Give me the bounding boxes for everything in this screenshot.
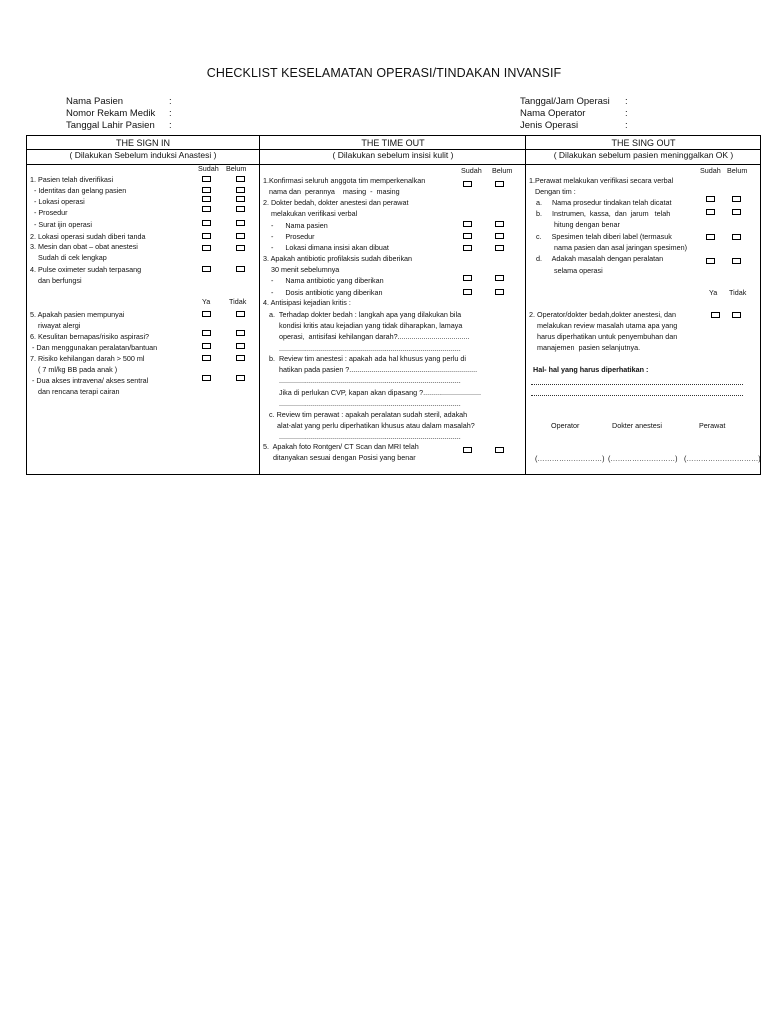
checkbox[interactable] (202, 187, 211, 193)
header-row-operator (520, 108, 628, 120)
time-out-line: 30 menit sebelumnya (263, 265, 340, 274)
header-sep: : (169, 120, 172, 131)
time-out-line: b. Review tim anestesi : apakah ada hal khusus yang perlu di (263, 354, 466, 363)
time-out-line: alat-alat yang perlu diperhatikan khusus atau dalam masalah? (263, 421, 475, 430)
sign-in-line: - Prosedur (30, 208, 68, 217)
checkbox[interactable] (236, 343, 245, 349)
time-out-column (259, 136, 526, 474)
header-row-patient-name (66, 96, 172, 108)
checkbox[interactable] (463, 289, 472, 295)
sign-out-col-tidak: Tidak (729, 288, 747, 297)
checkbox[interactable] (236, 233, 245, 239)
header-label: Nama Pasien (66, 96, 124, 107)
time-out-line: 2. Dokter bedah, dokter anestesi dan perawat (263, 198, 409, 207)
sign-out-col-ya: Ya (709, 288, 718, 297)
sign-in-line: - Dan menggunakan peralatan/bantuan (30, 343, 158, 352)
checkbox[interactable] (732, 196, 741, 202)
time-out-line: ........................................................................................... (263, 432, 461, 441)
checkbox[interactable] (236, 355, 245, 361)
checkbox[interactable] (202, 196, 211, 202)
sign-out-line: harus diperhatikan untuk penyembuhan dan (529, 332, 678, 341)
sign-in-col-sudah: Sudah (198, 164, 219, 173)
signature-field-nurse[interactable]: (…………………………) (684, 454, 761, 463)
header-sep: : (625, 120, 628, 131)
sign-in-line: 2. Lokasi operasi sudah diberi tanda (30, 232, 146, 241)
time-out-line: hatikan pada pasien ?................................................................ (263, 365, 478, 374)
checkbox[interactable] (202, 355, 211, 361)
checkbox[interactable] (706, 196, 715, 202)
sign-out-line: selama operasi (536, 266, 603, 275)
time-out-line: ........................................................................................... (263, 376, 461, 385)
checkbox[interactable] (732, 234, 741, 240)
checkbox[interactable] (495, 447, 504, 453)
checkbox[interactable] (732, 258, 741, 264)
checkbox[interactable] (236, 266, 245, 272)
time-out-line: - Prosedur (263, 232, 315, 241)
checkbox[interactable] (236, 245, 245, 251)
sign-out-line: a. Nama prosedur tindakan telah dicatat (536, 198, 672, 207)
sign-in-line: dan berfungsi (30, 276, 82, 285)
sign-in-line: 3. Mesin dan obat – obat anestesi (30, 242, 138, 251)
header-sep: : (169, 108, 172, 119)
sign-in-line: ( 7 ml/kg BB pada anak ) (30, 365, 118, 374)
sign-in-line: riwayat alergi (30, 321, 81, 330)
header-label: Nomor Rekam Medik (66, 108, 156, 119)
time-out-line: nama dan perannya masing - masing (263, 187, 400, 196)
sign-out-column (525, 136, 761, 474)
checklist-table (26, 135, 761, 475)
checkbox[interactable] (495, 289, 504, 295)
sign-in-col-tidak: Tidak (229, 297, 247, 306)
signer-anesthesiologist: Dokter anestesi (612, 421, 662, 430)
sign-out-line: 2. Operator/dokter bedah,dokter anestesi, dan (529, 310, 677, 319)
checkbox[interactable] (732, 312, 741, 318)
signature-field-operator[interactable]: (………………………) (535, 454, 605, 463)
checkbox[interactable] (202, 220, 211, 226)
checkbox[interactable] (236, 311, 245, 317)
sign-out-line: nama pasien dan asal jaringan spesimen) (536, 243, 688, 252)
patient-header-left (66, 96, 172, 132)
checkbox[interactable] (495, 245, 504, 251)
sign-in-col-ya: Ya (202, 297, 211, 306)
sign-in-subtitle: ( Dilakukan Sebelum induksi Anastesi ) (69, 150, 217, 160)
sign-in-line: - Lokasi operasi (30, 197, 85, 206)
sign-in-title: THE SIGN IN (115, 138, 170, 148)
header-row-operation-type (520, 120, 628, 132)
checkbox[interactable] (463, 275, 472, 281)
sign-out-line: d. Adakah masalah dengan peralatan (536, 254, 664, 263)
sign-in-col-belum: Belum (226, 164, 247, 173)
checkbox[interactable] (495, 221, 504, 227)
sign-in-line: 7. Risiko kehilangan darah > 500 ml (30, 354, 145, 363)
checkbox[interactable] (495, 275, 504, 281)
time-out-line: operasi, antisifasi kehilangan darah?.................................... (263, 332, 470, 341)
checkbox[interactable] (495, 233, 504, 239)
time-out-col-sudah: Sudah (461, 166, 482, 175)
time-out-line: ........................................................................................... (263, 344, 461, 353)
header-label: Jenis Operasi (520, 120, 579, 131)
sign-out-line: manajemen pasien selanjutnya. (529, 343, 641, 352)
signer-nurse: Perawat (699, 421, 726, 430)
header-sep: : (625, 108, 628, 119)
time-out-line: - Nama pasien (263, 221, 328, 230)
checkbox[interactable] (202, 245, 211, 251)
sign-in-line: 1. Pasien telah diverifikasi (30, 175, 114, 184)
checkbox[interactable] (236, 220, 245, 226)
checkbox[interactable] (463, 245, 472, 251)
signature-field-anesthesiologist[interactable]: (………………………) (608, 454, 678, 463)
time-out-line: a. Terhadap dokter bedah : langkah apa yang dilakukan bila (263, 310, 462, 319)
signer-operator: Operator (551, 421, 580, 430)
checkbox[interactable] (711, 312, 720, 318)
sign-out-line: 1.Perawat melakukan verifikasi secara verbal (529, 176, 674, 185)
checkbox[interactable] (463, 181, 472, 187)
sign-in-line: 6. Kesulitan bernapas/risiko aspirasi? (30, 332, 150, 341)
sign-in-line: 4. Pulse oximeter sudah terpasang (30, 265, 142, 274)
time-out-line: - Nama antibiotic yang diberikan (263, 276, 384, 285)
checkbox[interactable] (236, 375, 245, 381)
sign-in-line: Sudah di cek lengkap (30, 253, 107, 262)
checkbox[interactable] (202, 375, 211, 381)
header-sep: : (625, 96, 628, 107)
sign-in-line: - Surat ijin operasi (30, 220, 92, 229)
time-out-line: c. Review tim perawat : apakah peralatan sudah steril, adakah (263, 410, 468, 419)
time-out-line: ditanyakan sesuai dengan Posisi yang benar (263, 453, 416, 462)
checkbox[interactable] (236, 176, 245, 182)
sign-out-col-belum: Belum (727, 166, 748, 175)
sign-in-column (27, 136, 259, 474)
sign-in-line: - Identitas dan gelang pasien (30, 186, 127, 195)
checkbox[interactable] (495, 181, 504, 187)
time-out-line: kondisi kritis atau kejadian yang tidak diharapkan, lamaya (263, 321, 463, 330)
checkbox[interactable] (236, 196, 245, 202)
checkbox[interactable] (202, 176, 211, 182)
time-out-line: 5. Apakah foto Rontgen/ CT Scan dan MRI telah (263, 442, 419, 451)
sign-out-line: melakukan review masalah utama apa yang (529, 321, 678, 330)
checkbox[interactable] (202, 233, 211, 239)
time-out-line: Jika di perlukan CVP, kapan akan dipasang ?............................. (263, 388, 481, 397)
sign-in-line: 5. Apakah pasien mempunyai (30, 310, 125, 319)
checkbox[interactable] (463, 233, 472, 239)
checkbox[interactable] (706, 234, 715, 240)
time-out-line: ........................................................................................... (263, 399, 461, 408)
sign-out-title: THE SING OUT (611, 138, 676, 148)
time-out-line: - Dosis antibiotic yang diberikan (263, 288, 383, 297)
checkbox[interactable] (202, 206, 211, 212)
sign-out-line: hitung dengan benar (536, 220, 620, 229)
header-label: Tanggal Lahir Pasien (66, 120, 155, 131)
sign-in-line: dan rencana terapi cairan (30, 387, 120, 396)
checkbox[interactable] (463, 447, 472, 453)
time-out-title: THE TIME OUT (361, 138, 425, 148)
header-label: Nama Operator (520, 108, 586, 119)
sign-out-subtitle: ( Dilakukan sebelum pasien meninggalkan OK ) (553, 150, 734, 160)
time-out-subtitle: ( Dilakukan sebelum insisi kulit ) (332, 150, 454, 160)
time-out-line: 4. Antisipasi kejadian kritis : (263, 298, 351, 307)
patient-header-right (520, 96, 628, 132)
checkbox[interactable] (706, 209, 715, 215)
notes-line[interactable] (531, 395, 743, 396)
time-out-line: 1.Konfirmasi seluruh anggota tim memperkenalkan (263, 176, 426, 185)
checkbox[interactable] (706, 258, 715, 264)
header-row-operation-date (520, 96, 628, 108)
header-label: Tanggal/Jam Operasi (520, 96, 610, 107)
checkbox[interactable] (732, 209, 741, 215)
sign-out-col-sudah: Sudah (700, 166, 721, 175)
checkbox[interactable] (202, 311, 211, 317)
page-title: CHECKLIST KESELAMATAN OPERASI/TINDAKAN INVANSIF (206, 66, 562, 80)
checkbox[interactable] (236, 330, 245, 336)
notes-label: Hal- hal yang harus diperhatikan : (533, 365, 649, 374)
time-out-line: 3. Apakah antibiotic profilaksis sudah diberikan (263, 254, 413, 263)
sign-out-line: Dengan tim : (529, 187, 576, 196)
sign-in-line: - Dua akses intravena/ akses sentral (30, 376, 149, 385)
sign-in-header (27, 136, 259, 165)
notes-line[interactable] (531, 384, 743, 385)
checkbox[interactable] (202, 343, 211, 349)
checkbox[interactable] (202, 330, 211, 336)
time-out-line: melakukan verifikasi verbal (263, 209, 358, 218)
sign-out-line: b. Instrumen, kassa, dan jarum telah (536, 209, 671, 218)
time-out-header (260, 136, 526, 165)
header-sep: : (169, 96, 172, 107)
sign-out-line: c. Spesimen telah diberi label (termasuk (536, 232, 672, 241)
checkbox[interactable] (463, 221, 472, 227)
checkbox[interactable] (236, 206, 245, 212)
time-out-col-belum: Belum (492, 166, 513, 175)
time-out-line: - Lokasi dimana insisi akan dibuat (263, 243, 389, 252)
header-row-birth-date (66, 120, 172, 132)
checkbox[interactable] (202, 266, 211, 272)
sign-out-header (526, 136, 761, 165)
checkbox[interactable] (236, 187, 245, 193)
header-row-medical-record (66, 108, 172, 120)
